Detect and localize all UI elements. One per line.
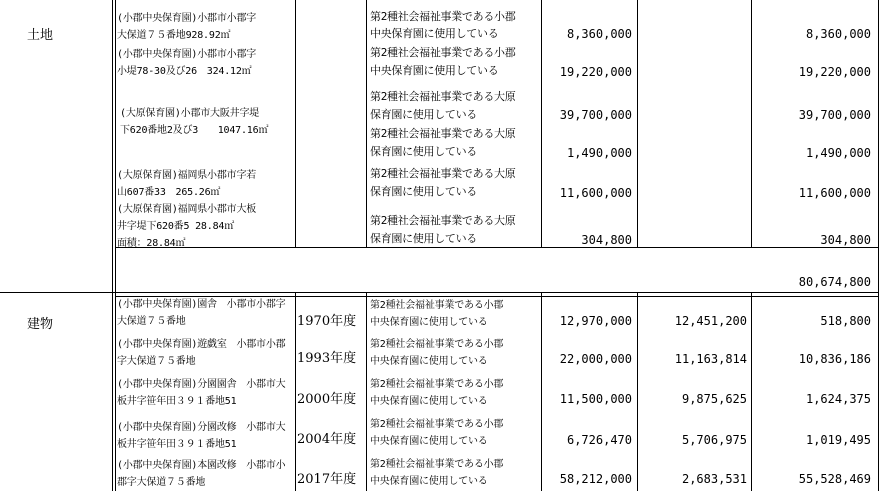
amount-cell: 6,726,470 bbox=[566, 433, 632, 447]
location-text: 面積：28.84㎡ bbox=[117, 238, 186, 249]
location-text: 大保道７５番地 bbox=[117, 316, 186, 327]
usage-text: 第2種社会福祉事業である小郡 bbox=[370, 10, 516, 23]
usage-text: 第2種社会福祉事業である小郡 bbox=[370, 46, 516, 59]
amount-cell: 1,624,375 bbox=[805, 392, 871, 406]
amount-cell: 58,212,000 bbox=[559, 472, 632, 486]
amount-cell: 8,360,000 bbox=[566, 27, 632, 41]
usage-text: 第2種社会福祉事業である大原 bbox=[370, 214, 516, 227]
amount-cell: 22,000,000 bbox=[559, 352, 632, 366]
amount-cell: 12,451,200 bbox=[674, 314, 747, 328]
usage-text: 中央保育園に使用している bbox=[370, 27, 499, 40]
usage-text: 第2種社会福祉事業である小郡 bbox=[370, 339, 504, 350]
land-subtotal: 80,674,800 bbox=[798, 275, 871, 289]
amount-cell: 11,500,000 bbox=[559, 392, 632, 406]
location-text: (小郡中央保育園)遊戯室 小郡市小郡 bbox=[117, 339, 286, 350]
grid-line bbox=[541, 292, 542, 491]
location-text: (大原保育園)福岡県小郡市字若 bbox=[117, 170, 257, 181]
year-cell: 1970年度 bbox=[297, 314, 357, 329]
year-cell: 2017年度 bbox=[297, 472, 357, 487]
amount-cell: 9,875,625 bbox=[681, 392, 747, 406]
category-buildings: 建物 bbox=[27, 317, 54, 332]
location-text: (小郡中央保育園)小郡市小郡字 bbox=[117, 13, 257, 24]
amount-cell: 19,220,000 bbox=[798, 65, 871, 79]
usage-text: 第2種社会福祉事業である大原 bbox=[370, 90, 516, 103]
amount-cell: 1,490,000 bbox=[566, 146, 632, 160]
location-text: 山607番33 265.26㎡ bbox=[117, 187, 221, 198]
usage-text: 中央保育園に使用している bbox=[370, 396, 488, 407]
category-land: 土地 bbox=[27, 28, 54, 43]
amount-cell: 5,706,975 bbox=[681, 433, 747, 447]
amount-cell: 12,970,000 bbox=[559, 314, 632, 328]
usage-text: 第2種社会福祉事業である大原 bbox=[370, 167, 516, 180]
usage-text: 保育園に使用している bbox=[370, 185, 477, 198]
amount-cell: 304,800 bbox=[581, 233, 632, 247]
amount-cell: 11,600,000 bbox=[798, 186, 871, 200]
location-text: (大原保育園)福岡県小郡市大板 bbox=[117, 204, 257, 215]
grid-line bbox=[0, 292, 879, 293]
usage-text: 第2種社会福祉事業である小郡 bbox=[370, 419, 504, 430]
grid-line bbox=[637, 0, 638, 247]
usage-text: 中央保育園に使用している bbox=[370, 356, 488, 367]
location-text: (小郡中央保育園)小郡市小郡字 bbox=[117, 49, 257, 60]
year-cell: 2000年度 bbox=[297, 392, 357, 407]
location-text: (小郡中央保育園)本園改修 小郡市小 bbox=[117, 460, 286, 471]
location-text: (小郡中央保育園)分園園舎 小郡市大 bbox=[117, 379, 286, 390]
grid-line bbox=[295, 292, 296, 491]
location-text: (大原保育園)小郡市大阪井字堤 bbox=[120, 108, 260, 119]
amount-cell: 1,019,495 bbox=[805, 433, 871, 447]
amount-cell: 10,836,186 bbox=[798, 352, 871, 366]
amount-cell: 8,360,000 bbox=[805, 27, 871, 41]
grid-line bbox=[366, 0, 367, 247]
location-text: (小郡中央保育園)園舎 小郡市小郡字 bbox=[117, 299, 286, 310]
grid-line bbox=[112, 0, 113, 491]
location-text: 小堤78-30及び26 324.12㎡ bbox=[117, 66, 252, 77]
usage-text: 保育園に使用している bbox=[370, 232, 477, 245]
grid-line bbox=[751, 0, 752, 247]
location-text: (小郡中央保育園)分園改修 小郡市大 bbox=[117, 422, 286, 433]
amount-cell: 518,800 bbox=[820, 314, 871, 328]
year-cell: 1993年度 bbox=[297, 351, 357, 366]
usage-text: 保育園に使用している bbox=[370, 145, 477, 158]
usage-text: 第2種社会福祉事業である小郡 bbox=[370, 300, 504, 311]
usage-text: 第2種社会福祉事業である小郡 bbox=[370, 379, 504, 390]
usage-text: 第2種社会福祉事業である大原 bbox=[370, 127, 516, 140]
usage-text: 中央保育園に使用している bbox=[370, 317, 488, 328]
grid-line bbox=[751, 292, 752, 491]
usage-text: 第2種社会福祉事業である小郡 bbox=[370, 459, 504, 470]
amount-cell: 39,700,000 bbox=[559, 108, 632, 122]
amount-cell: 304,800 bbox=[820, 233, 871, 247]
amount-cell: 2,683,531 bbox=[681, 472, 747, 486]
usage-text: 中央保育園に使用している bbox=[370, 436, 488, 447]
usage-text: 保育園に使用している bbox=[370, 108, 477, 121]
location-text: 井字堤下620番5 28.84㎡ bbox=[117, 221, 235, 232]
amount-cell: 39,700,000 bbox=[798, 108, 871, 122]
location-text: 板井字笹年田３９１番地51 bbox=[117, 396, 237, 407]
grid-line bbox=[878, 0, 879, 491]
grid-line bbox=[541, 0, 542, 247]
amount-cell: 55,528,469 bbox=[798, 472, 871, 486]
grid-line bbox=[295, 0, 296, 247]
location-text: 大保道７５番地928.92㎡ bbox=[117, 30, 231, 41]
amount-cell: 11,163,814 bbox=[674, 352, 747, 366]
year-cell: 2004年度 bbox=[297, 432, 357, 447]
usage-text: 中央保育園に使用している bbox=[370, 476, 488, 487]
location-text: 字大保道７５番地 bbox=[117, 356, 196, 367]
location-text: 下620番地2及び3 1047.16㎡ bbox=[120, 125, 269, 136]
amount-cell: 1,490,000 bbox=[805, 146, 871, 160]
grid-line bbox=[115, 247, 879, 248]
grid-line bbox=[115, 0, 116, 491]
location-text: 郡字大保道７５番地 bbox=[117, 477, 206, 488]
grid-line bbox=[366, 292, 367, 491]
grid-line bbox=[637, 292, 638, 491]
usage-text: 中央保育園に使用している bbox=[370, 64, 499, 77]
location-text: 板井字笹年田３９１番地51 bbox=[117, 439, 237, 450]
amount-cell: 19,220,000 bbox=[559, 65, 632, 79]
amount-cell: 11,600,000 bbox=[559, 186, 632, 200]
